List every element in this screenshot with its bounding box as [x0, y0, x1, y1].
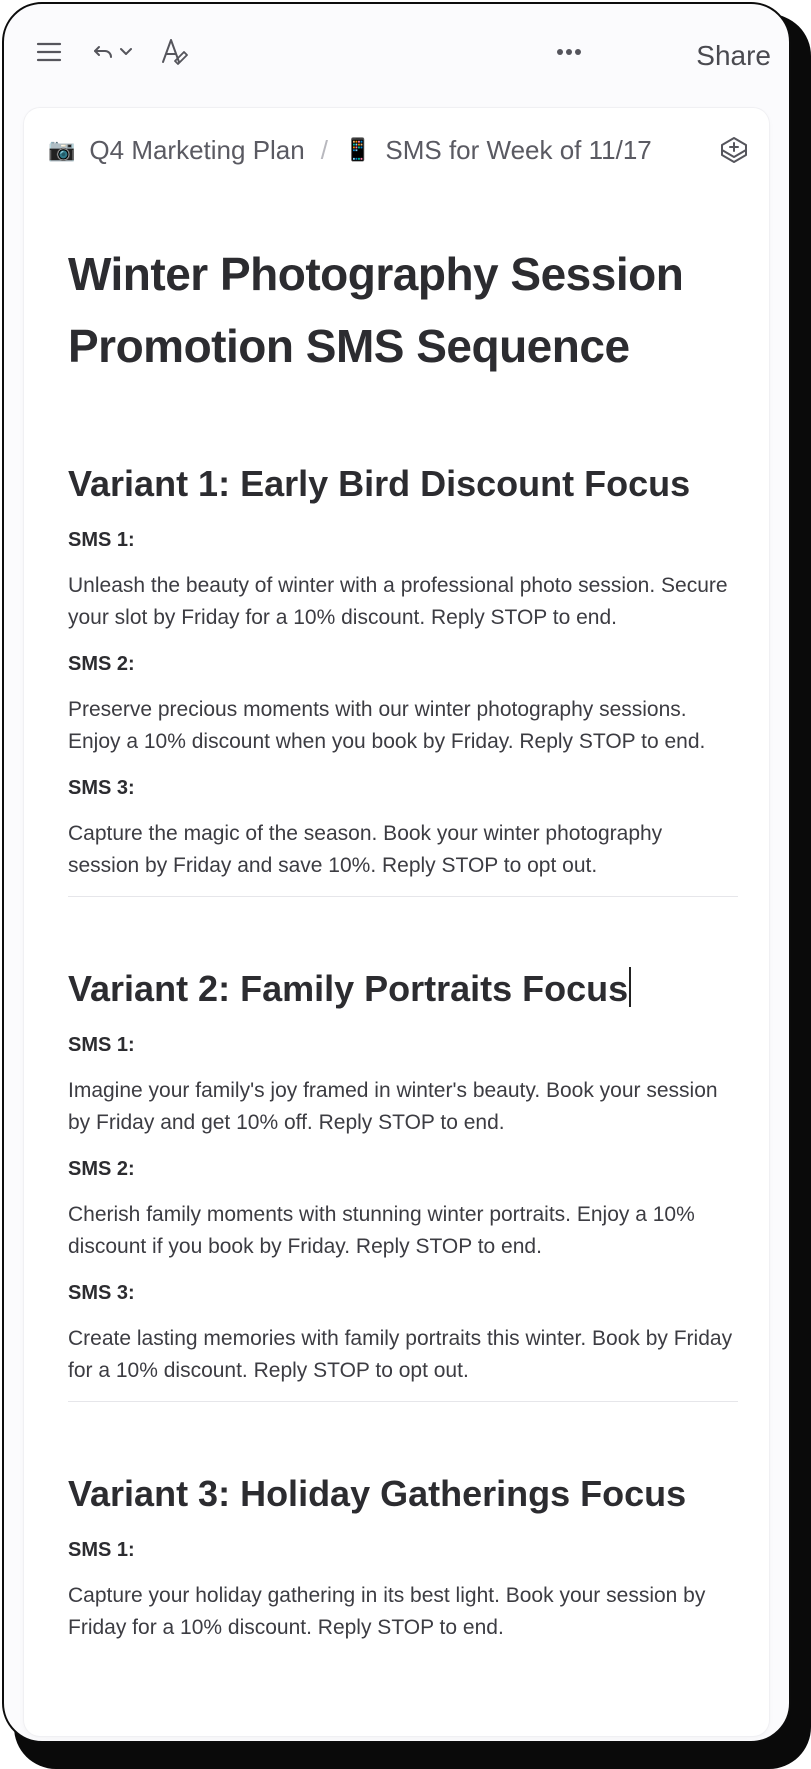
document-body[interactable] [68, 238, 738, 1660]
sms-text[interactable]: Cherish family moments with stunning winter portraits. Enjoy a 10% discount if you book by Friday. Reply STOP to end. [68, 1203, 695, 1258]
sms-text[interactable]: Capture the magic of the season. Book your winter photography session by Friday and save 10%. Reply STOP to opt out. [68, 822, 663, 877]
hamburger-menu-icon[interactable] [34, 38, 64, 66]
sms-text[interactable]: Preserve precious moments with our winter photography sessions. Enjoy a 10% discount when you book by Friday. Reply STOP to end. [68, 698, 706, 753]
variant-heading[interactable]: Variant 1: Early Bird Discount Focus [68, 463, 691, 504]
variant-heading-text[interactable]: Variant 2: Family Portraits Focus [68, 968, 629, 1009]
document-card [24, 108, 769, 1736]
sms-text[interactable]: Create lasting memories with family portraits this winter. Book by Friday for a 10% discount. Reply STOP to opt out. [68, 1327, 733, 1382]
breadcrumb [48, 130, 749, 170]
breadcrumb-item-sms-week[interactable]: SMS for Week of 11/17 [385, 134, 652, 165]
camera-emoji-icon: 📷 [48, 137, 76, 162]
sms-text[interactable]: Imagine your family's joy framed in winter's beauty. Book your session by Friday and get 10% off. Reply STOP to end. [68, 1079, 718, 1134]
breadcrumb-item-q4-marketing-plan[interactable]: Q4 Marketing Plan [89, 134, 305, 165]
share-button[interactable]: Share [696, 40, 771, 71]
text-cursor [629, 967, 631, 1007]
document-title[interactable]: Winter Photography Session Promotion SMS Sequence [68, 248, 684, 372]
breadcrumb-separator: / [320, 134, 328, 165]
variant-heading[interactable]: Variant 3: Holiday Gatherings Focus [68, 1473, 687, 1514]
ai-sparkle-icon[interactable] [719, 135, 749, 165]
text-format-icon[interactable] [158, 34, 190, 68]
sms-label[interactable]: SMS 3: [68, 777, 135, 799]
sms-label[interactable]: SMS 3: [68, 1282, 135, 1304]
sms-label[interactable]: SMS 1: [68, 1034, 135, 1056]
device-frame [2, 2, 791, 1743]
sms-text[interactable]: Capture your holiday gathering in its best light. Book your session by Friday for a 10% discount. Reply STOP to end. [68, 1584, 706, 1639]
phone-emoji-icon: 📱 [343, 137, 372, 162]
section-divider [68, 1401, 738, 1402]
top-toolbar [4, 4, 789, 108]
variant-heading[interactable] [68, 965, 738, 1013]
sms-label[interactable]: SMS 1: [68, 529, 135, 551]
sms-label[interactable]: SMS 1: [68, 1539, 135, 1561]
more-horizontal-icon[interactable] [554, 40, 584, 64]
sms-text[interactable]: Unleash the beauty of winter with a professional photo session. Secure your slot by Friday for a 10% discount. Reply STOP to end. [68, 574, 728, 629]
undo-icon[interactable] [90, 38, 116, 66]
chevron-down-icon[interactable] [116, 42, 136, 62]
sms-label[interactable]: SMS 2: [68, 1158, 135, 1180]
sms-label[interactable]: SMS 2: [68, 653, 135, 675]
section-divider [68, 896, 738, 897]
